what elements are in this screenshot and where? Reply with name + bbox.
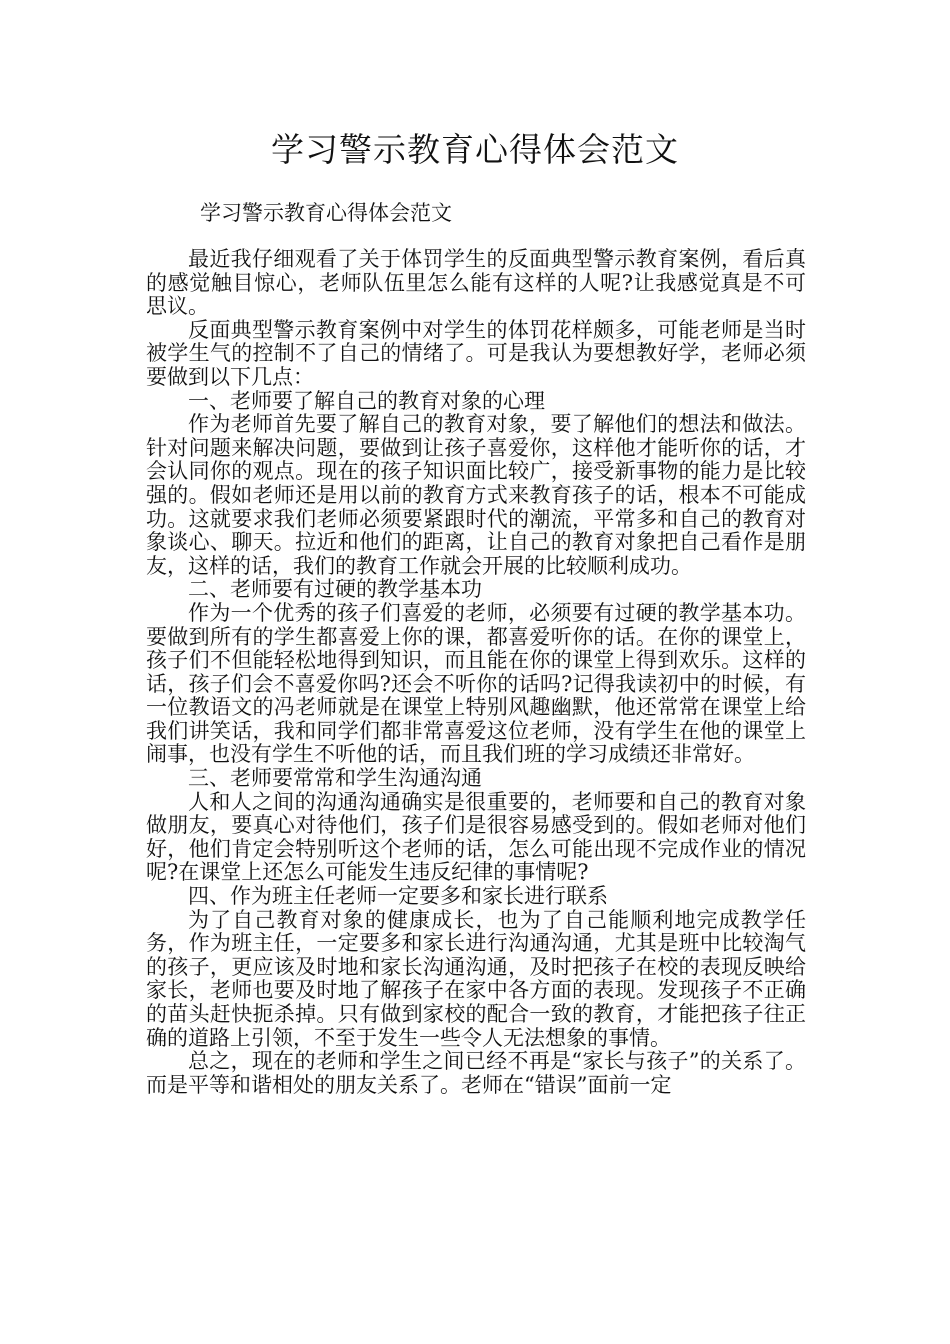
section-heading: 三、老师要常常和学生沟通沟通	[188, 766, 482, 791]
document-body	[146, 248, 806, 1097]
paragraph: 为了自己教育对象的健康成长，也为了自己能顺利地完成教学任务，作为班主任，一定要多和家长进行沟通沟通，尤其是班中比较淘气的孩子，更应该及时地和家长沟通沟通，及时把孩子在校的表现反映给家长，老师也要及时地了解孩子在家中各方面的表现。发现孩子不正确的苗头赶快扼杀掉。只有做到家校的配合一致的教育，才能把孩子往正确的道路上引领，不至于发生一些令人无法想象的事情。	[146, 907, 806, 1050]
paragraph: 反面典型警示教育案例中对学生的体罚花样颇多，可能老师是当时被学生气的控制不了自己的情绪了。可是我认为要想教好学，老师必须要做到以下几点：	[146, 317, 806, 389]
paragraph: 最近我仔细观看了关于体罚学生的反面典型警示教育案例，看后真的感觉触目惊心，老师队伍里怎么能有这样的人呢?让我感觉真是不可思议。	[146, 247, 806, 319]
section-heading: 一、老师要了解自己的教育对象的心理	[188, 388, 545, 413]
section-heading: 四、作为班主任老师一定要多和家长进行联系	[188, 884, 608, 909]
document-title: 学习警示教育心得体会范文	[271, 130, 679, 169]
document-subtitle: 学习警示教育心得体会范文	[200, 201, 452, 225]
section-heading: 二、老师要有过硬的教学基本功	[188, 577, 482, 602]
paragraph: 人和人之间的沟通沟通确实是很重要的，老师要和自己的教育对象做朋友，要真心对待他们，孩子们是很容易感受到的。假如老师对他们好，他们肯定会特别听这个老师的话，怎么可能出现不完成作业的情况呢?在课堂上还怎么可能发生违反纪律的事情呢?	[146, 789, 806, 885]
paragraph: 作为一个优秀的孩子们喜爱的老师，必须要有过硬的教学基本功。要做到所有的学生都喜爱上你的课，都喜爱听你的话。在你的课堂上，孩子们不但能轻松地得到知识，而且能在你的课堂上得到欢乐。这样的话，孩子们会不喜爱你吗?还会不听你的话吗?记得我读初中的时候，有一位教语文的冯老师就是在课堂上特别风趣幽默，他还常常在课堂上给我们讲笑话，我和同学们都非常喜爱这位老师，没有学生在他的课堂上闹事，也没有学生不听他的话，而且我们班的学习成绩还非常好。	[146, 600, 806, 767]
paragraph: 作为老师首先要了解自己的教育对象，要了解他们的想法和做法。针对问题来解决问题，要做到让孩子喜爱你，这样他才能听你的话，才会认同你的观点。现在的孩子知识面比较广，接受新事物的能力是比较强的。假如老师还是用以前的教育方式来教育孩子的话，根本不可能成功。这就要求我们老师必须要紧跟时代的潮流，平常多和自己的教育对象谈心、聊天。拉近和他们的距离，让自己的教育对象把自己看作是朋友，这样的话，我们的教育工作就会开展的比较顺利成功。	[146, 412, 806, 578]
paragraph: 总之，现在的老师和学生之间已经不再是“家长与孩子”的关系了。而是平等和谐相处的朋友关系了。老师在“错误”面前一定	[146, 1049, 806, 1097]
